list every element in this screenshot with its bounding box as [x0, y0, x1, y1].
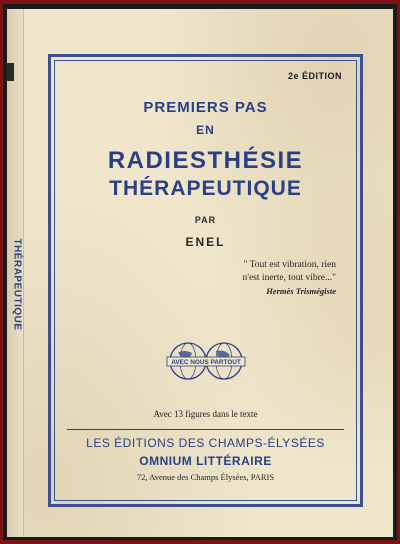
spine — [7, 9, 24, 537]
epigraph-line-2: n'est inerte, tout vibre..." — [242, 273, 336, 283]
by-label: PAR — [194, 215, 217, 225]
figures-note: Avec 13 figures dans le texte — [153, 409, 258, 419]
spine-title: THÉRAPEUTIQUE — [11, 238, 23, 331]
title-line-1: PREMIERS PAS — [143, 99, 268, 116]
title-line-2: EN — [196, 123, 215, 137]
divider — [67, 429, 344, 430]
globe-logo-icon — [166, 339, 246, 383]
book-cover — [7, 9, 393, 537]
publisher-imprint: OMNIUM LITTÉRAIRE — [139, 454, 272, 468]
epigraph — [196, 259, 336, 298]
epigraph-author: Hermès Trismégiste — [266, 286, 336, 296]
edition-label: 2e ÉDITION — [287, 71, 342, 81]
author-name: ENEL — [185, 235, 226, 249]
logo-text: AVEC NOUS PARTOUT — [171, 359, 241, 366]
spine-mark — [7, 63, 14, 81]
publisher-address: 72, Avenue des Champs Élysées, PARIS — [136, 472, 275, 482]
cover-frame — [48, 54, 363, 507]
title-line-3: RADIESTHÉSIE — [107, 147, 304, 174]
title-line-4: THÉRAPEUTIQUE — [109, 177, 302, 200]
publisher-name: LES ÉDITIONS DES CHAMPS-ÉLYSÉES — [86, 436, 325, 450]
publisher-logo — [166, 339, 246, 383]
epigraph-line-1: " Tout est vibration, rien — [243, 260, 336, 270]
